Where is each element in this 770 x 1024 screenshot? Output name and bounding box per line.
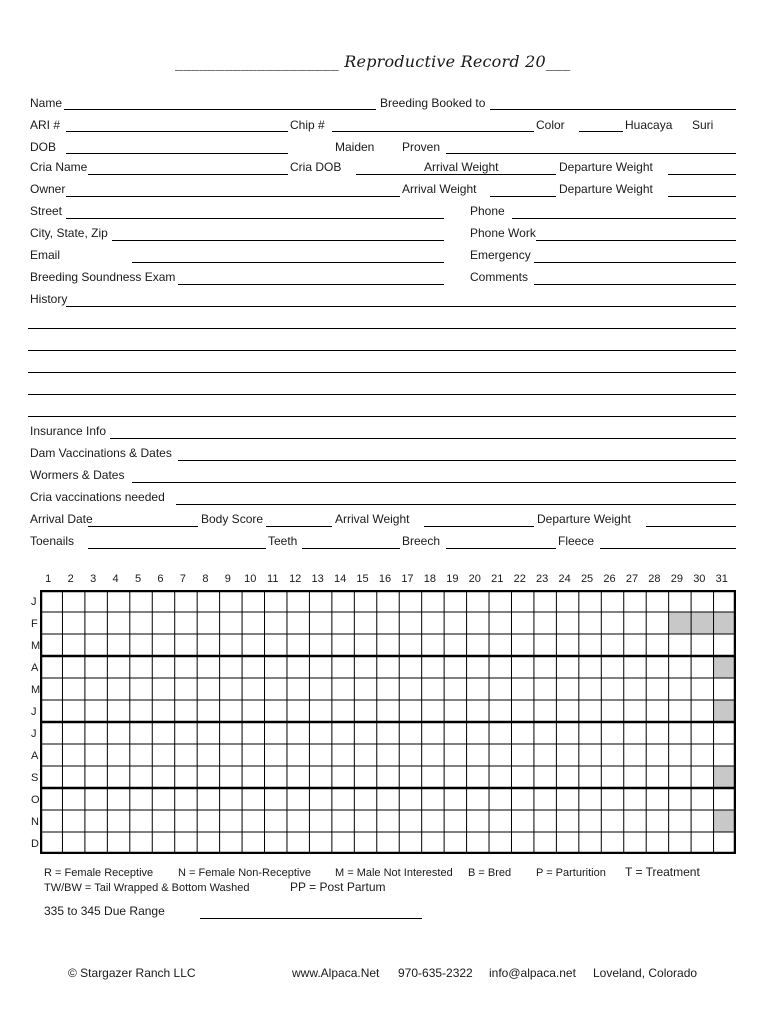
day-header: 21 bbox=[491, 573, 504, 585]
legend-male-not-interested: M = Male Not Interested bbox=[335, 867, 453, 879]
day-header: 4 bbox=[112, 573, 119, 585]
cria-departure-weight-field[interactable] bbox=[668, 174, 736, 175]
title-text: Reproductive Record 20___ bbox=[344, 52, 571, 71]
arrival-date-label: Arrival Date bbox=[30, 512, 93, 526]
title-year-blank: ____________________ bbox=[175, 52, 339, 71]
phone-work-field[interactable] bbox=[536, 240, 736, 241]
legend-bred: B = Bred bbox=[468, 867, 512, 879]
departure-weight-field[interactable] bbox=[646, 526, 736, 527]
month-label: J bbox=[31, 728, 37, 740]
day-header: 13 bbox=[311, 573, 324, 585]
day-header: 26 bbox=[603, 573, 616, 585]
day-header: 24 bbox=[558, 573, 571, 585]
cria-dob-label: Cria DOB bbox=[290, 160, 342, 174]
chip-field[interactable] bbox=[332, 131, 534, 132]
city-field[interactable] bbox=[112, 240, 444, 241]
body-score-field[interactable] bbox=[266, 526, 332, 527]
cria-name-label: Cria Name bbox=[30, 160, 88, 174]
footer-email[interactable]: info@alpaca.net bbox=[489, 966, 576, 980]
invalid-day-cell bbox=[714, 766, 736, 788]
history-line-1[interactable] bbox=[66, 306, 736, 307]
history-line-2[interactable] bbox=[28, 328, 736, 329]
breeding-booked-field[interactable] bbox=[490, 109, 736, 110]
email-label: Email bbox=[30, 248, 61, 262]
teeth-field[interactable] bbox=[302, 548, 400, 549]
invalid-day-cell bbox=[669, 612, 691, 634]
history-label: History bbox=[30, 292, 68, 306]
cria-arrival-weight-label: Arrival Weight bbox=[424, 160, 499, 174]
day-header: 5 bbox=[134, 573, 142, 585]
month-label: A bbox=[31, 750, 39, 762]
history-line-5[interactable] bbox=[28, 394, 736, 395]
proven-field[interactable] bbox=[446, 153, 736, 154]
phone-field[interactable] bbox=[512, 218, 736, 219]
name-field[interactable] bbox=[64, 109, 376, 110]
day-header: 23 bbox=[536, 573, 549, 585]
dob-label: DOB bbox=[30, 140, 57, 154]
owner-departure-weight-label: Departure Weight bbox=[559, 182, 653, 196]
legend-receptive: R = Female Receptive bbox=[44, 867, 154, 879]
day-header: 28 bbox=[648, 573, 661, 585]
invalid-day-cell bbox=[714, 612, 736, 634]
ari-field[interactable] bbox=[66, 131, 288, 132]
invalid-day-cell bbox=[714, 656, 736, 678]
phone-label: Phone bbox=[470, 204, 505, 218]
day-header: 3 bbox=[90, 573, 97, 585]
owner-field[interactable] bbox=[66, 196, 400, 197]
comments-field[interactable] bbox=[534, 284, 736, 285]
dam-vaccinations-field[interactable] bbox=[178, 460, 736, 461]
calendar-grid bbox=[40, 590, 736, 854]
city-label: City, State, Zip bbox=[30, 226, 108, 240]
day-header: 27 bbox=[625, 573, 639, 585]
day-header: 15 bbox=[356, 573, 369, 585]
invalid-day-cell bbox=[714, 810, 736, 832]
wormers-field[interactable] bbox=[132, 482, 736, 483]
huacaya-label[interactable]: Huacaya bbox=[625, 118, 673, 132]
page-title bbox=[175, 52, 570, 71]
comments-label: Comments bbox=[470, 270, 529, 284]
legend-non-receptive: N = Female Non-Receptive bbox=[178, 867, 311, 879]
day-header: 20 bbox=[468, 573, 481, 585]
day-header: 10 bbox=[244, 573, 257, 585]
breech-label: Breech bbox=[402, 534, 441, 548]
cria-departure-weight-label: Departure Weight bbox=[559, 160, 653, 174]
invalid-day-cell bbox=[691, 612, 713, 634]
day-header: 8 bbox=[202, 573, 209, 585]
street-field[interactable] bbox=[66, 218, 444, 219]
owner-departure-weight-field[interactable] bbox=[668, 196, 736, 197]
cria-vaccinations-field[interactable] bbox=[176, 504, 736, 505]
day-header: 12 bbox=[289, 573, 302, 585]
month-label: M bbox=[31, 640, 41, 652]
toenails-label: Toenails bbox=[30, 534, 75, 548]
dam-vaccinations-label: Dam Vaccinations & Dates bbox=[30, 446, 172, 460]
breeding-calendar bbox=[40, 590, 736, 854]
footer-company: © Stargazer Ranch LLC bbox=[68, 966, 196, 980]
legend-post-partum: PP = Post Partum bbox=[290, 880, 386, 894]
arrival-date-field[interactable] bbox=[88, 526, 198, 527]
owner-arrival-weight-field[interactable] bbox=[490, 196, 556, 197]
footer-location: Loveland, Colorado bbox=[593, 966, 698, 980]
color-label: Color bbox=[536, 118, 565, 132]
due-range-label: 335 to 345 Due Range bbox=[44, 904, 165, 918]
month-label: F bbox=[31, 618, 38, 630]
owner-arrival-weight-label: Arrival Weight bbox=[402, 182, 477, 196]
month-label: M bbox=[31, 684, 41, 696]
dob-field[interactable] bbox=[66, 153, 288, 154]
month-label: S bbox=[31, 772, 39, 784]
cria-vaccinations-label: Cria vaccinations needed bbox=[30, 490, 165, 504]
month-label: J bbox=[31, 596, 37, 608]
chip-label: Chip # bbox=[290, 118, 325, 132]
day-header: 22 bbox=[513, 573, 526, 585]
bse-label: Breeding Soundness Exam bbox=[30, 270, 176, 284]
day-header: 14 bbox=[333, 573, 347, 585]
day-header: 1 bbox=[45, 573, 52, 585]
proven-label[interactable]: Proven bbox=[402, 140, 441, 154]
day-header: 29 bbox=[670, 573, 683, 585]
month-label: O bbox=[31, 794, 40, 806]
phone-work-label: Phone Work bbox=[470, 226, 536, 240]
month-label: J bbox=[31, 706, 37, 718]
legend-tail-wrapped: TW/BW = Tail Wrapped & Bottom Washed bbox=[44, 882, 250, 894]
cria-name-field[interactable] bbox=[88, 174, 288, 175]
day-header: 9 bbox=[224, 573, 231, 585]
day-header: 30 bbox=[693, 573, 706, 585]
day-header: 18 bbox=[423, 573, 437, 585]
owner-label: Owner bbox=[30, 182, 66, 196]
day-header: 17 bbox=[401, 573, 414, 585]
arrival-weight-label: Arrival Weight bbox=[335, 512, 410, 526]
departure-weight-label: Departure Weight bbox=[537, 512, 631, 526]
legend-parturition: P = Parturition bbox=[536, 867, 606, 879]
wormers-label: Wormers & Dates bbox=[30, 468, 125, 482]
fleece-field[interactable] bbox=[600, 548, 736, 549]
body-score-label: Body Score bbox=[201, 512, 264, 526]
history-line-3[interactable] bbox=[28, 350, 736, 351]
history-line-6[interactable] bbox=[28, 416, 736, 417]
street-label: Street bbox=[30, 204, 63, 218]
day-header: 11 bbox=[267, 573, 279, 585]
emergency-label: Emergency bbox=[470, 248, 531, 262]
invalid-day-cell bbox=[714, 700, 736, 722]
legend-treatment: T = Treatment bbox=[625, 865, 700, 879]
toenails-field[interactable] bbox=[88, 548, 266, 549]
footer-phone: 970-635-2322 bbox=[398, 966, 473, 980]
cria-dob-field[interactable] bbox=[356, 174, 556, 175]
maiden-label[interactable]: Maiden bbox=[335, 140, 375, 154]
day-header: 2 bbox=[67, 573, 74, 585]
month-label: A bbox=[31, 662, 39, 674]
insurance-label: Insurance Info bbox=[30, 424, 107, 438]
day-header: 7 bbox=[179, 573, 186, 585]
suri-label[interactable]: Suri bbox=[692, 118, 714, 132]
arrival-weight-field[interactable] bbox=[424, 526, 534, 527]
name-label: Name bbox=[30, 96, 63, 110]
color-field[interactable] bbox=[579, 131, 623, 132]
breeding-booked-label: Breeding Booked to bbox=[380, 96, 486, 110]
email-field[interactable] bbox=[132, 262, 444, 263]
history-line-4[interactable] bbox=[28, 372, 736, 373]
ari-label: ARI # bbox=[30, 118, 61, 132]
day-header: 19 bbox=[446, 573, 459, 585]
day-header: 6 bbox=[157, 573, 164, 585]
due-range-field[interactable] bbox=[200, 918, 422, 919]
fleece-label: Fleece bbox=[558, 534, 595, 548]
footer-website[interactable]: www.Alpaca.Net bbox=[292, 966, 380, 980]
bse-field[interactable] bbox=[178, 284, 444, 285]
day-header: 16 bbox=[378, 573, 392, 585]
emergency-field[interactable] bbox=[534, 262, 736, 263]
month-label: N bbox=[31, 816, 39, 828]
teeth-label: Teeth bbox=[268, 534, 298, 548]
insurance-field[interactable] bbox=[110, 438, 736, 439]
day-header: 31 bbox=[715, 573, 728, 585]
breech-field[interactable] bbox=[446, 548, 556, 549]
day-header: 25 bbox=[580, 573, 594, 585]
month-label: D bbox=[31, 838, 39, 850]
